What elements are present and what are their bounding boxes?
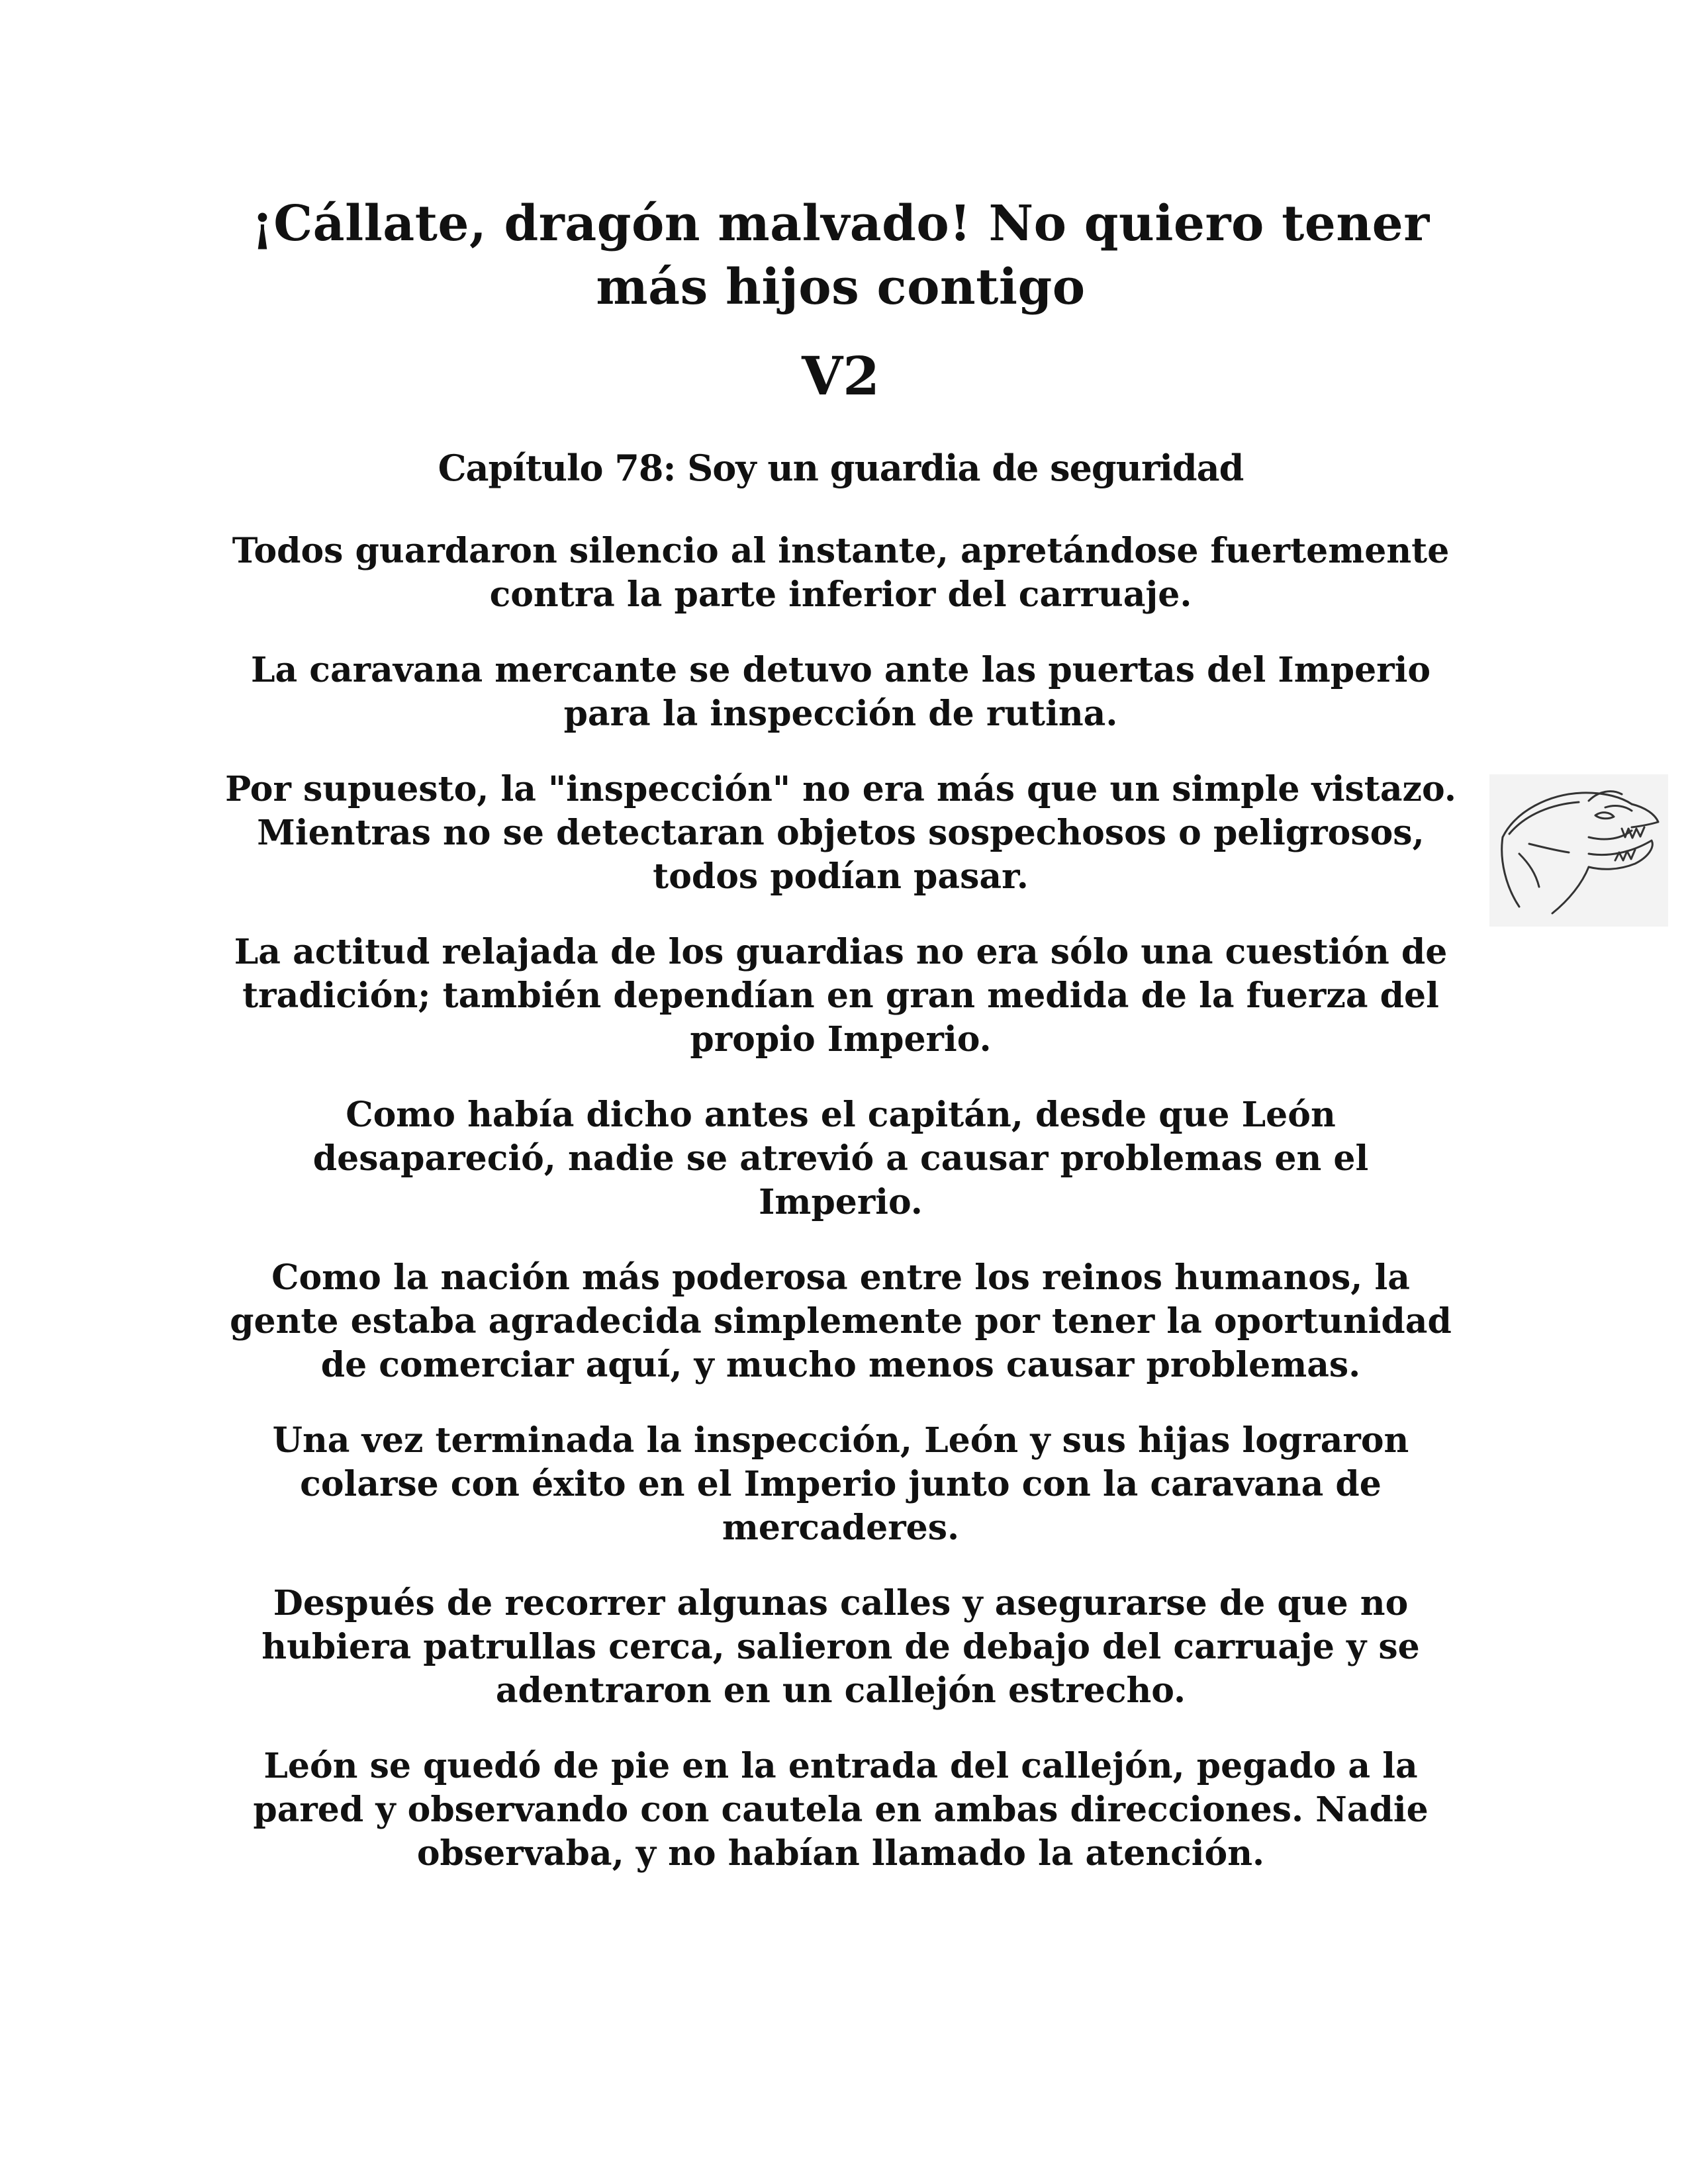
- title-line-1: ¡Cállate, dragón malvado! No quiero tener: [252, 195, 1430, 252]
- title-block: [199, 192, 1483, 490]
- paragraph: La caravana mercante se detuvo ante las puertas del Imperio para la inspección de rutina.: [250, 650, 1431, 734]
- paragraph: Como había dicho antes el capitán, desde que León desapareció, nadie se atrevió a causar problemas en el Imperio.: [312, 1095, 1369, 1222]
- chapter-body: [225, 529, 1456, 1907]
- book-title: [199, 192, 1483, 319]
- title-line-2: más hijos contigo: [596, 259, 1086, 316]
- paragraph: Todos guardaron silencio al instante, apretándose fuertemente contra la parte inferior del carruaje.: [232, 531, 1450, 615]
- paragraph: La actitud relajada de los guardias no era sólo una cuestión de tradición; también dependían en gran medida de la fuerza del propio Imperio.: [234, 932, 1448, 1060]
- chapter-heading: Capítulo 78: Soy un guardia de seguridad: [438, 447, 1244, 489]
- paragraph: Una vez terminada la inspección, León y sus hijas lograron colarse con éxito en el Imperio junto con la caravana de mercaderes.: [272, 1420, 1409, 1548]
- dragon-head-sketch-icon: [1489, 774, 1668, 927]
- paragraph: Como la nación más poderosa entre los reinos humanos, la gente estaba agradecida simplemente por tener la oportunidad de comerciar aquí, y mucho menos causar problemas.: [230, 1257, 1452, 1385]
- paragraph: León se quedó de pie en la entrada del callejón, pegado a la pared y observando con cautela en ambas direcciones. Nadie observaba, y no habían llamado la atención.: [253, 1746, 1429, 1874]
- paragraph: Por supuesto, la "inspección" no era más que un simple vistazo. Mientras no se detectaran objetos sospechosos o peligrosos, todos podían pasar.: [225, 769, 1456, 897]
- volume-label: V2: [802, 345, 880, 407]
- paragraph: Después de recorrer algunas calles y asegurarse de que no hubiera patrullas cerca, salieron de debajo del carruaje y se adentraron en un callejón estrecho.: [261, 1583, 1420, 1711]
